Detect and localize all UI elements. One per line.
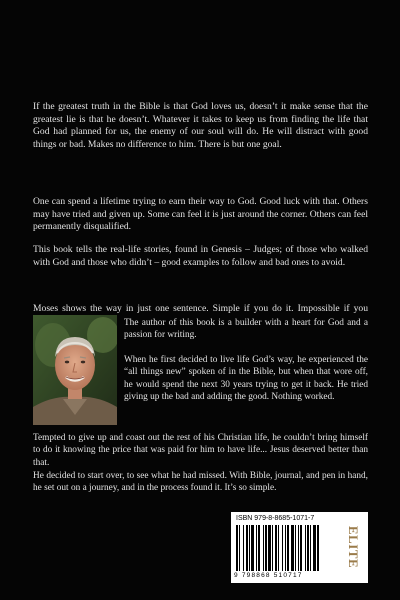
publisher-logo-text: ELITE [346, 525, 361, 569]
blurb-paragraph-3: This book tells the real-life stories, found in Genesis – Judges; of those who walked with God and those who didn’t – good examples to follow and bad ones to avoid. [33, 244, 368, 268]
author-portrait-icon [33, 315, 117, 425]
closing-paragraph-1: Tempted to give up and coast out the rest of his Christian life, he couldn’t bring himself to do it knowing the price that was paid for him to have life... Jesus deserved better than that. [33, 433, 368, 468]
isbn-label: ISBN 979-8-8685-1071-7 [236, 515, 315, 522]
closing-paragraph-2: He decided to start over, to see what he had missed. With Bible, journal, and pen in hand, he set out on a journey, and in the process found it. It’s so simple. [33, 471, 368, 494]
blurb-paragraph-4: Moses shows the way in just one sentence. Simple if you do it. Impossible if you [33, 303, 368, 314]
blurb-paragraph-2: One can spend a lifetime trying to earn their way to God. Good luck with that. Others may have tried and given up. Some can feel it is just around the corner. Others can feel permanently disqualified. [33, 196, 368, 233]
author-bio-paragraph-1: The author of this book is a builder with a heart for God and a passion for writing. [124, 318, 368, 341]
isbn-barcode-icon [236, 525, 336, 571]
publisher-logo [342, 518, 364, 576]
barcode-panel [231, 512, 368, 583]
barcode-digits: 9 798868 510717 [234, 572, 303, 579]
author-bio-paragraph-2: When he first decided to live life God’s way, he experienced the “all things new” spoken of in the Bible, but when that wore off, he would spend the next 30 years trying to get it back. He tried giving up the bad and adding the good. Nothing worked. [124, 355, 368, 402]
blurb-paragraph-1: If the greatest truth in the Bible is that God loves us, doesn’t it make sense that the greatest lie is that he doesn’t. Whatever it takes to keep us from finding the life that God had planned for us, the enemy of our soul will do. He will distract with good things or bad. Makes no difference to him. There is but one goal. [33, 101, 368, 150]
author-photo [33, 315, 117, 425]
